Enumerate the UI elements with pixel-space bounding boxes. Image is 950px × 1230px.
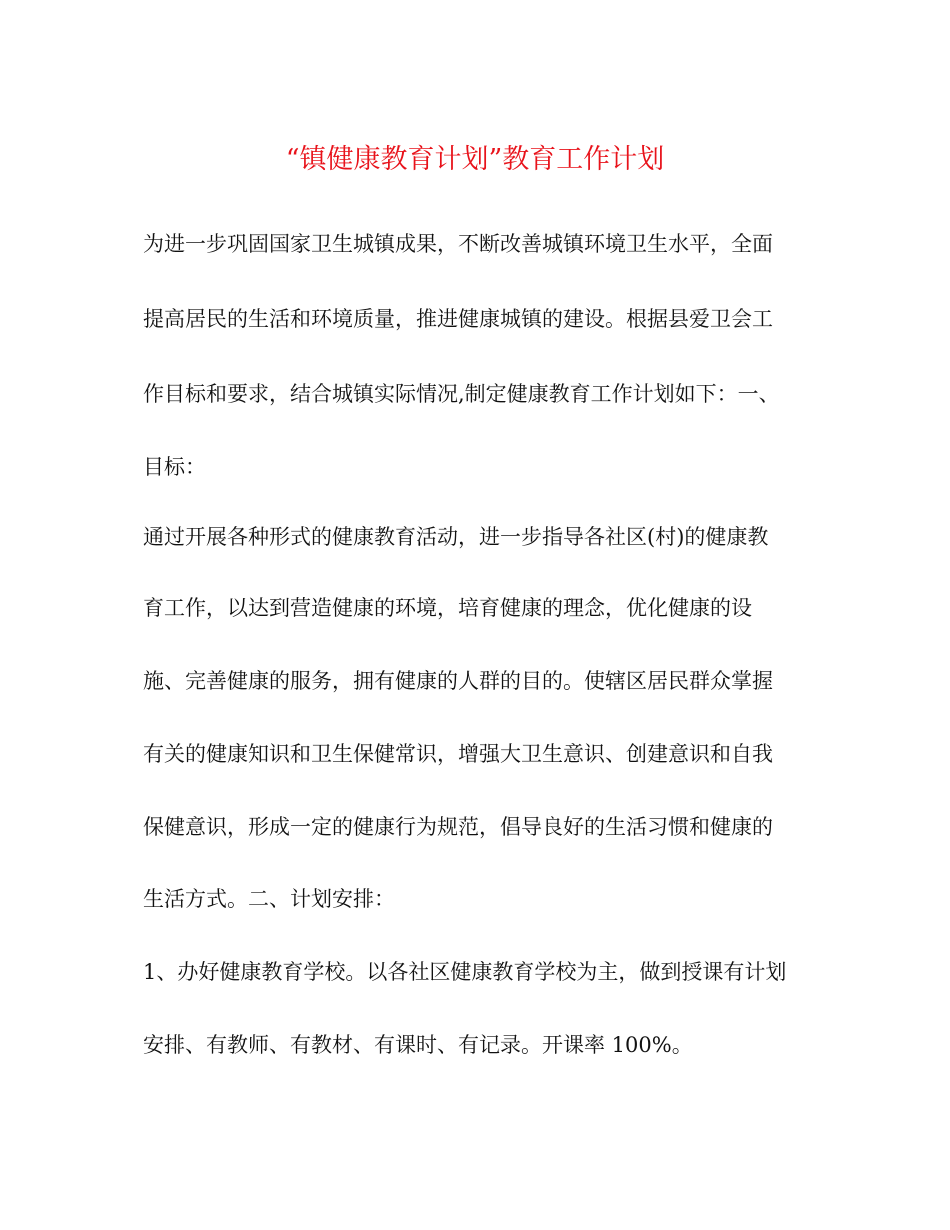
body-line-6: 育工作，以达到营造健康的环境，培育健康的理念，优化健康的设 xyxy=(143,596,752,620)
body-line-9: 保健意识，形成一定的健康行为规范，倡导良好的生活习惯和健康的 xyxy=(143,815,773,839)
body-line-2: 提高居民的生活和环境质量，推进健康城镇的建设。根据县爱卫会工 xyxy=(143,307,773,331)
body-line-10: 生活方式。二、计划安排： xyxy=(143,887,395,911)
body-line-5: 通过开展各种形式的健康教育活动，进一步指导各社区(村)的健康教 xyxy=(143,525,769,549)
body-line-3: 作目标和要求，结合城镇实际情况,制定健康教育工作计划如下：一、 xyxy=(143,382,780,406)
body-line-7: 施、完善健康的服务，拥有健康的人群的目的。使辖区居民群众掌握 xyxy=(143,669,773,693)
document-title: “镇健康教育计划”教育工作计划 xyxy=(285,144,665,175)
body-line-8: 有关的健康知识和卫生保健常识，增强大卫生意识、创建意识和自我 xyxy=(143,742,773,766)
body-line-12: 安排、有教师、有教材、有课时、有记录。开课率 100%。 xyxy=(143,1033,693,1057)
body-line-11: 1、办好健康教育学校。以各社区健康教育学校为主，做到授课有计划 xyxy=(143,960,787,984)
body-line-4: 目标： xyxy=(143,455,206,479)
body-line-1: 为进一步巩固国家卫生城镇成果，不断改善城镇环境卫生水平，全面 xyxy=(143,232,773,256)
